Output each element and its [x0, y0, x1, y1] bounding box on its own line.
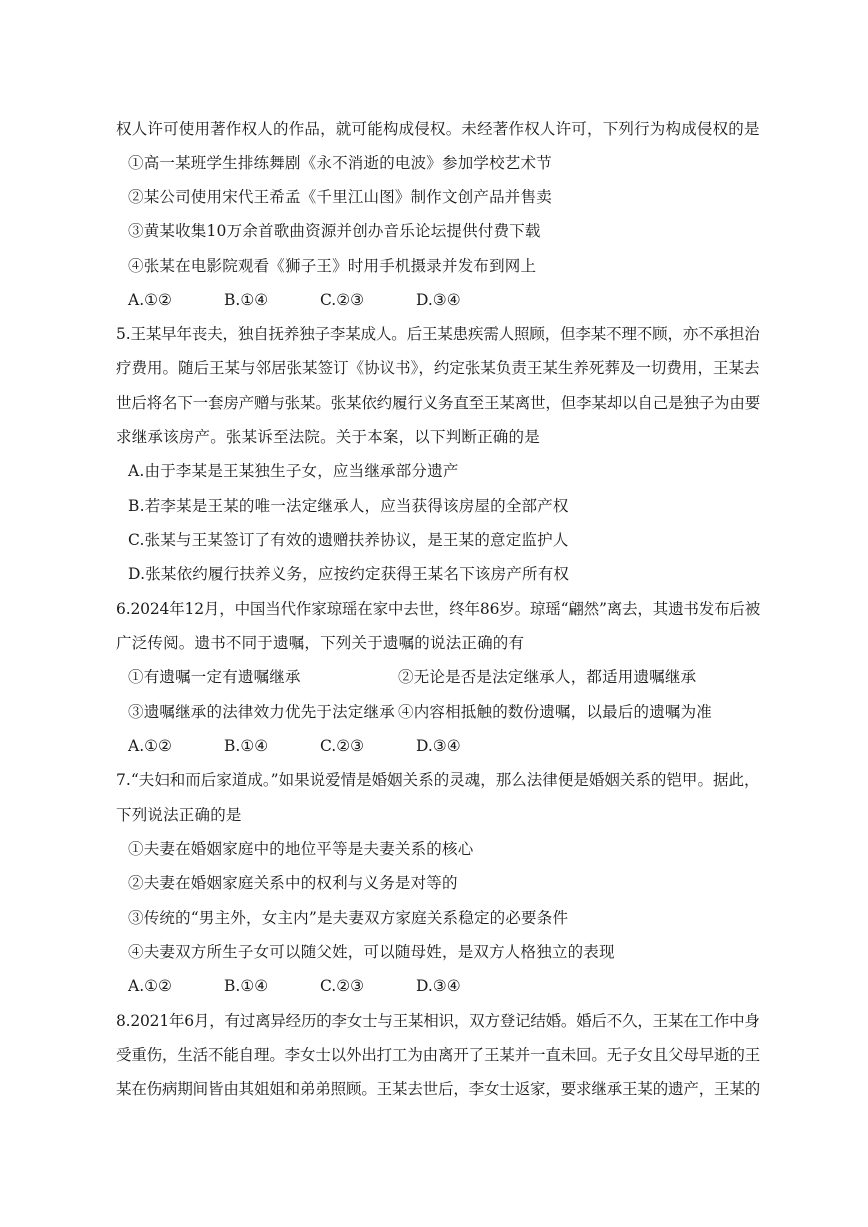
q4-item-1: ①高一某班学生排练舞剧《永不消逝的电波》参加学校艺术节 — [128, 154, 552, 172]
q6-stem-line-1: 6.2024年12月，中国当代作家琼瑶在家中去世，终年86岁。琼瑶“翩然”离去，其遗书发布后被 — [116, 600, 761, 618]
q4-option-d: D.③④ — [416, 291, 461, 309]
q6-stem-line-2: 广泛传阅。遗书不同于遗嘱，下列关于遗嘱的说法正确的有 — [116, 634, 525, 652]
q5-choice-d: D.张某依约履行扶养义务，应按约定获得王某名下该房产所有权 — [128, 565, 570, 583]
q7-item-3: ③传统的“男主外，女主内”是夫妻双方家庭关系稳定的必要条件 — [128, 909, 569, 927]
q6-item-2: ②无论是否是法定继承人，都适用遗嘱继承 — [398, 668, 697, 686]
q5-stem-line-1: 5.王某早年丧夫，独自抚养独子李某成人。后王某患疾需人照顾，但李某不理不顾，亦不承担治 — [116, 325, 760, 343]
q6-option-d: D.③④ — [416, 737, 461, 755]
q7-option-c: C.②③ — [320, 977, 365, 995]
question-4-continuation: 权人许可使用著作权人的作品，就可能构成侵权。未经著作权人许可，下列行为构成侵权的是 — [116, 120, 760, 138]
q8-stem-line-3: 某在伤病期间皆由其姐姐和弟弟照顾。王某去世后，李女士返家，要求继承王某的遗产，王某的 — [116, 1080, 761, 1098]
q7-item-2: ②夫妻在婚姻家庭关系中的权利与义务是对等的 — [128, 874, 458, 892]
q7-option-b: B.①④ — [224, 977, 269, 995]
q7-option-a: A.①② — [128, 977, 172, 995]
q5-choice-a: A.由于李某是王某独生子女，应当继承部分遗产 — [128, 462, 459, 480]
q5-choice-c: C.张某与王某签订了有效的遗赠扶养协议，是王某的意定监护人 — [128, 531, 569, 549]
q5-stem-line-2: 疗费用。随后王某与邻居张某签订《协议书》，约定张某负责王某生养死葬及一切费用，王某去 — [116, 359, 760, 377]
q7-item-1: ①夫妻在婚姻家庭中的地位平等是夫妻关系的核心 — [128, 840, 474, 858]
q4-item-3: ③黄某收集10万余首歌曲资源并创办音乐论坛提供付费下载 — [128, 222, 541, 240]
q4-item-4: ④张某在电影院观看《狮子王》时用手机摄录并发布到网上 — [128, 257, 537, 275]
q4-item-2: ②某公司使用宋代王希孟《千里江山图》制作文创产品并售卖 — [128, 188, 552, 206]
q4-option-c: C.②③ — [320, 291, 365, 309]
q6-item-3: ③遗嘱继承的法律效力优先于法定继承 — [128, 703, 395, 721]
q6-item-4: ④内容相抵触的数份遗嘱，以最后的遗嘱为准 — [398, 703, 713, 721]
q7-stem-line-2: 下列说法正确的是 — [116, 806, 242, 824]
q4-option-b: B.①④ — [224, 291, 269, 309]
q5-stem-line-3: 世后将名下一套房产赠与张某。张某依约履行义务直至王某离世，但李某却以自己是独子为由要 — [116, 394, 761, 412]
q5-stem-line-4: 求继承该房产。张某诉至法院。关于本案，以下判断正确的是 — [116, 428, 540, 446]
q7-option-d: D.③④ — [416, 977, 461, 995]
q8-stem-line-2: 受重伤，生活不能自理。李女士以外出打工为由离开了王某并一直未回。无子女且父母早逝的王 — [116, 1046, 761, 1064]
q6-option-a: A.①② — [128, 737, 172, 755]
q6-option-c: C.②③ — [320, 737, 365, 755]
q5-choice-b: B.若李某是王某的唯一法定继承人，应当获得该房屋的全部产权 — [128, 497, 569, 515]
q7-item-4: ④夫妻双方所生子女可以随父姓，可以随母姓，是双方人格独立的表现 — [128, 943, 615, 961]
q6-option-b: B.①④ — [224, 737, 269, 755]
q4-option-a: A.①② — [128, 291, 172, 309]
q8-stem-line-1: 8.2021年6月，有过离异经历的李女士与王某相识，双方登记结婚。婚后不久，王某在工作中身 — [116, 1012, 760, 1030]
q7-stem-line-1: 7.“夫妇和而后家道成。”如果说爱情是婚姻关系的灵魂，那么法律便是婚姻关系的铠甲。据此， — [116, 771, 760, 789]
q6-item-1: ①有遗嘱一定有遗嘱继承 — [128, 668, 301, 686]
